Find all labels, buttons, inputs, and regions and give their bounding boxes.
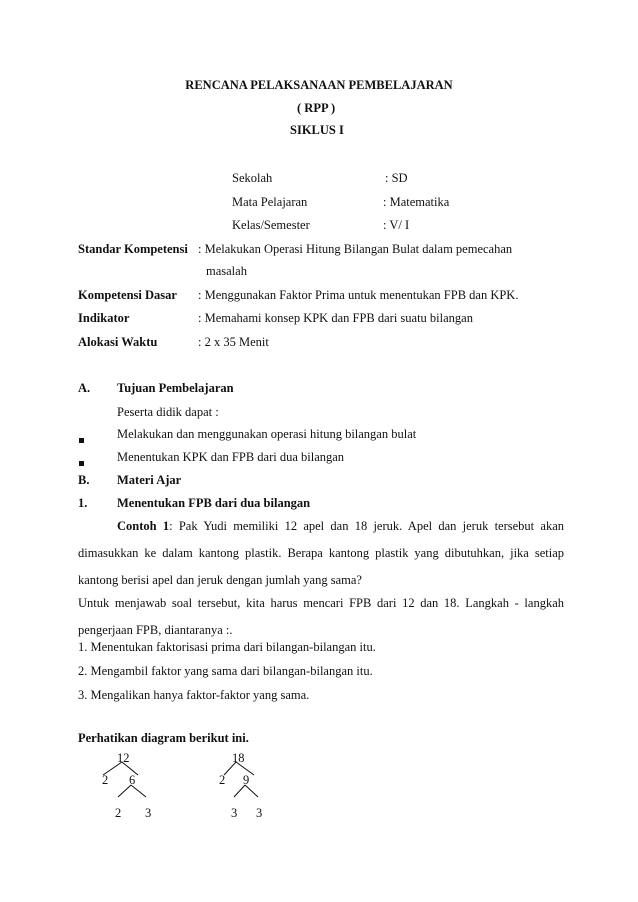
section-b-title: Materi Ajar	[117, 473, 182, 487]
standard-competency-value-cont: masalah	[206, 264, 247, 278]
example-text: : Pak Yudi memiliki 12 apel dan 18 jeruk. Apel dan jeruk tersebut akan dimasukkan ke dalam kantong plastik. Berapa kantong plastik yang dibutuhkan, jika setiap kantong berisi apel dan jeruk dengan jumlah yang sama?	[78, 519, 564, 587]
standard-competency-value: : Melakukan Operasi Hitung Bilangan Bulat dalam pemecahan	[198, 242, 513, 256]
answer-intro: Untuk menjawab soal tersebut, kita harus mencari FPB dari 12 dan 18. Langkah - langkah pengerjaan FPB, diantaranya :.	[78, 596, 564, 637]
cycle-label: SIKLUS I	[290, 123, 344, 137]
section-a-marker: A.	[78, 381, 91, 395]
indicator-value: : Memahami konsep KPK dan FPB dari suatu bilangan	[198, 311, 473, 325]
step-item: 1. Menentukan faktorisasi prima dari bilangan-bilangan itu.	[78, 640, 376, 654]
document-subtitle: ( RPP )	[297, 101, 336, 115]
tree-root: 12	[117, 751, 130, 765]
basic-competency-label: Kompetensi Dasar	[78, 288, 177, 302]
tree-leaf: 3	[231, 806, 238, 820]
class-semester-value: : V/ I	[383, 218, 410, 232]
school-value: : SD	[385, 171, 408, 185]
section-a-intro: Peserta didik dapat :	[117, 405, 219, 419]
step-item: 3. Mengalikan hanya faktor-faktor yang sama.	[78, 688, 310, 702]
indicator-label: Indikator	[78, 311, 130, 325]
time-allocation-value: : 2 x 35 Menit	[198, 335, 269, 349]
subsection-marker: 1.	[78, 496, 88, 510]
tree-node: 9	[243, 773, 250, 787]
tree-leaf: 2	[115, 806, 122, 820]
objective-item: Melakukan dan menggunakan operasi hitung bilangan bulat	[117, 427, 417, 441]
step-item: 2. Mengambil faktor yang sama dari bilangan-bilangan itu.	[78, 664, 373, 678]
section-a-title: Tujuan Pembelajaran	[117, 381, 234, 395]
time-allocation-label: Alokasi Waktu	[78, 335, 158, 349]
objective-item: Menentukan KPK dan FPB dari dua bilangan	[117, 450, 345, 464]
diagram-heading: Perhatikan diagram berikut ini.	[78, 731, 249, 745]
document-title: RENCANA PELAKSANAAN PEMBELAJARAN	[185, 78, 453, 92]
tree-node: 2	[102, 773, 109, 787]
subject-value: : Matematika	[383, 195, 450, 209]
tree-node: 2	[219, 773, 226, 787]
tree-leaf: 3	[256, 806, 263, 820]
class-semester-label: Kelas/Semester	[232, 218, 310, 232]
tree-root: 18	[232, 751, 245, 765]
example-label: Contoh 1	[117, 519, 170, 533]
basic-competency-value: : Menggunakan Faktor Prima untuk menentukan FPB dan KPK.	[198, 288, 519, 302]
subsection-title: Menentukan FPB dari dua bilangan	[117, 496, 311, 510]
school-label: Sekolah	[232, 171, 273, 185]
tree-node: 6	[129, 773, 136, 787]
standard-competency-label: Standar Kompetensi	[78, 242, 188, 256]
tree-leaf: 3	[145, 806, 152, 820]
section-b-marker: B.	[78, 473, 90, 487]
subject-label: Mata Pelajaran	[232, 195, 308, 209]
